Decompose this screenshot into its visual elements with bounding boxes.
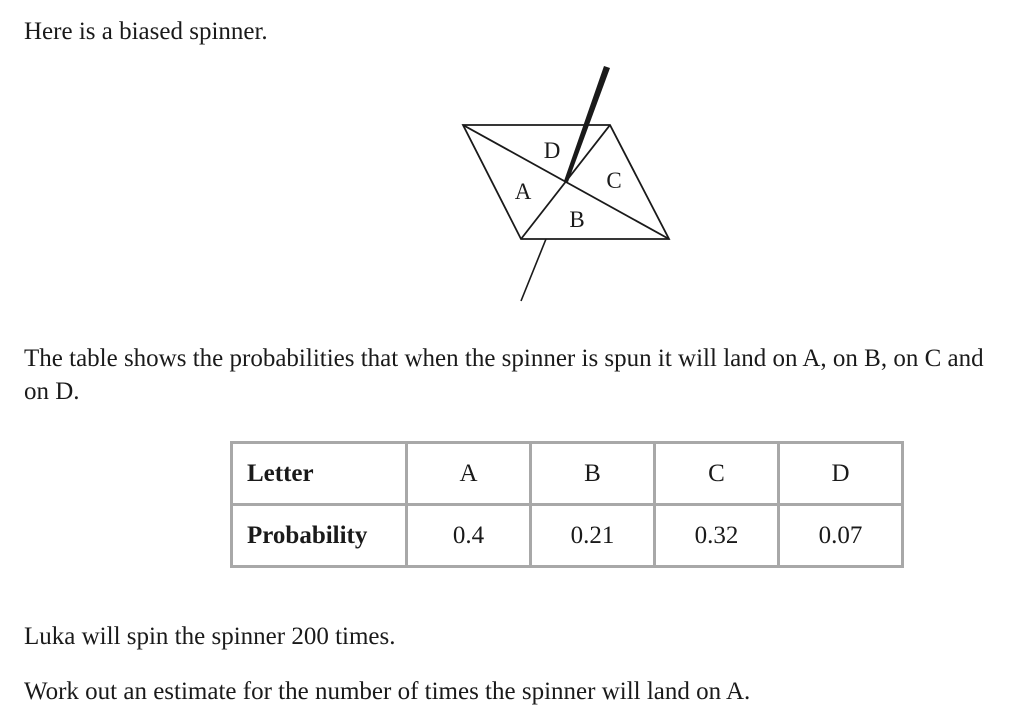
biased-spinner-diagram — [440, 58, 700, 308]
table-description: The table shows the probabilities that when the spinner is spun it will land on A, on B, on C and on D. — [24, 345, 984, 405]
probability-table — [230, 441, 904, 568]
intro-text: Here is a biased spinner. — [24, 18, 268, 45]
table-row-probability — [232, 505, 903, 567]
spinner-label-c: C — [606, 168, 622, 193]
probability-cell-d: 0.07 — [779, 505, 903, 567]
probability-cell-a: 0.4 — [407, 505, 531, 567]
probability-cell-b: 0.21 — [531, 505, 655, 567]
letter-cell-b: B — [531, 443, 655, 505]
letter-cell-a: A — [407, 443, 531, 505]
spinner-label-a: A — [514, 179, 532, 204]
spinner-label-b: B — [569, 207, 585, 232]
spin-count-text: Luka will spin the spinner 200 times. — [24, 623, 396, 650]
probability-cell-c: 0.32 — [655, 505, 779, 567]
spinner-pointer — [564, 66, 610, 182]
spinner-diagonal-2 — [521, 125, 610, 239]
table-row-letter — [232, 443, 903, 505]
row-header-letter: Letter — [232, 443, 407, 505]
spinner-axle-bottom — [521, 239, 546, 301]
letter-cell-c: C — [655, 443, 779, 505]
row-header-probability: Probability — [232, 505, 407, 567]
question-text: Work out an estimate for the number of times the spinner will land on A. — [24, 678, 751, 705]
letter-cell-d: D — [779, 443, 903, 505]
spinner-label-d: D — [543, 138, 561, 163]
